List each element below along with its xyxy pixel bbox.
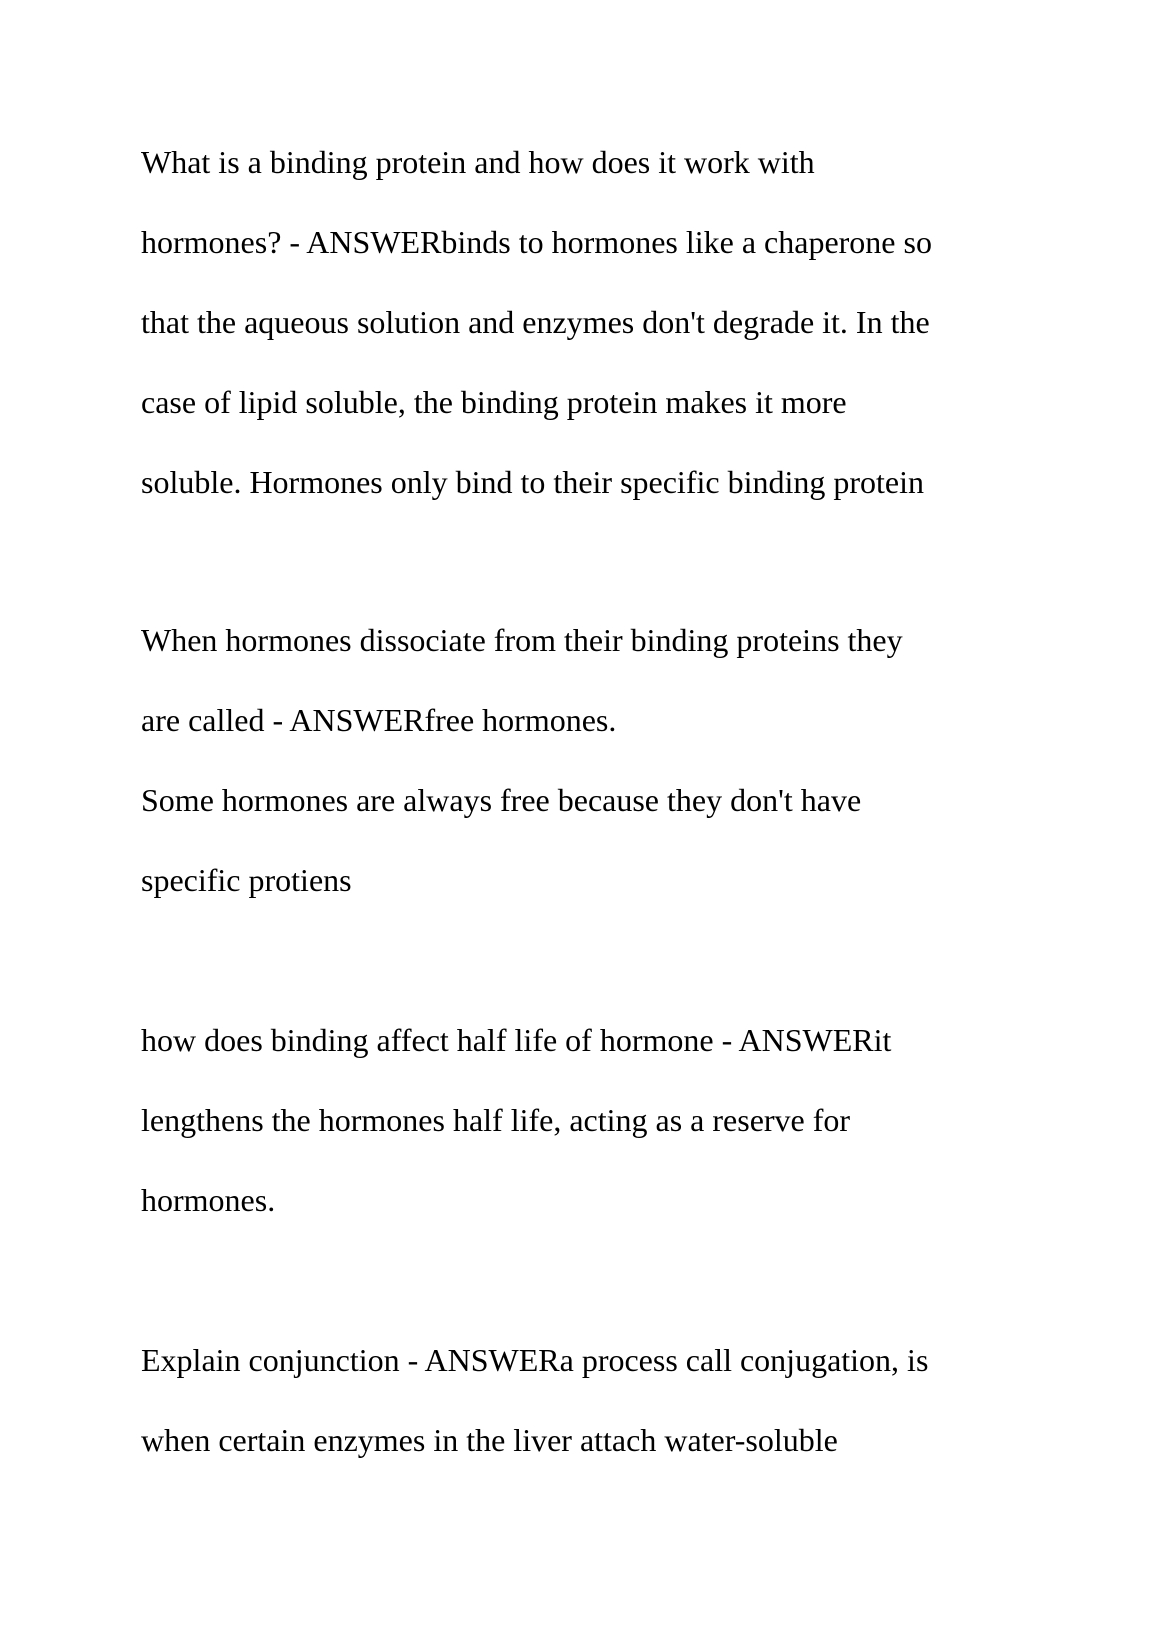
text-line: when certain enzymes in the liver attach water-soluble: [141, 1422, 838, 1458]
text-line: hormones.: [141, 1182, 276, 1218]
text-line: Explain conjunction - ANSWERa process call conjugation, is: [141, 1342, 929, 1378]
text-line: Some hormones are always free because they don't have: [141, 782, 862, 818]
text-line: are called - ANSWERfree hormones.: [141, 702, 617, 738]
text-line: that the aqueous solution and enzymes don't degrade it. In the: [141, 304, 930, 340]
text-line: specific protiens: [141, 862, 352, 898]
text-line: case of lipid soluble, the binding protein makes it more: [141, 384, 847, 420]
text-line: soluble. Hormones only bind to their specific binding protein: [141, 464, 924, 500]
text-line: What is a binding protein and how does it work with: [141, 144, 815, 180]
text-line: hormones? - ANSWERbinds to hormones like a chaperone so: [141, 224, 932, 260]
text-line: When hormones dissociate from their binding proteins they: [141, 622, 903, 658]
text-line: how does binding affect half life of hormone - ANSWERit: [141, 1022, 892, 1058]
text-line: lengthens the hormones half life, acting as a reserve for: [141, 1102, 851, 1138]
